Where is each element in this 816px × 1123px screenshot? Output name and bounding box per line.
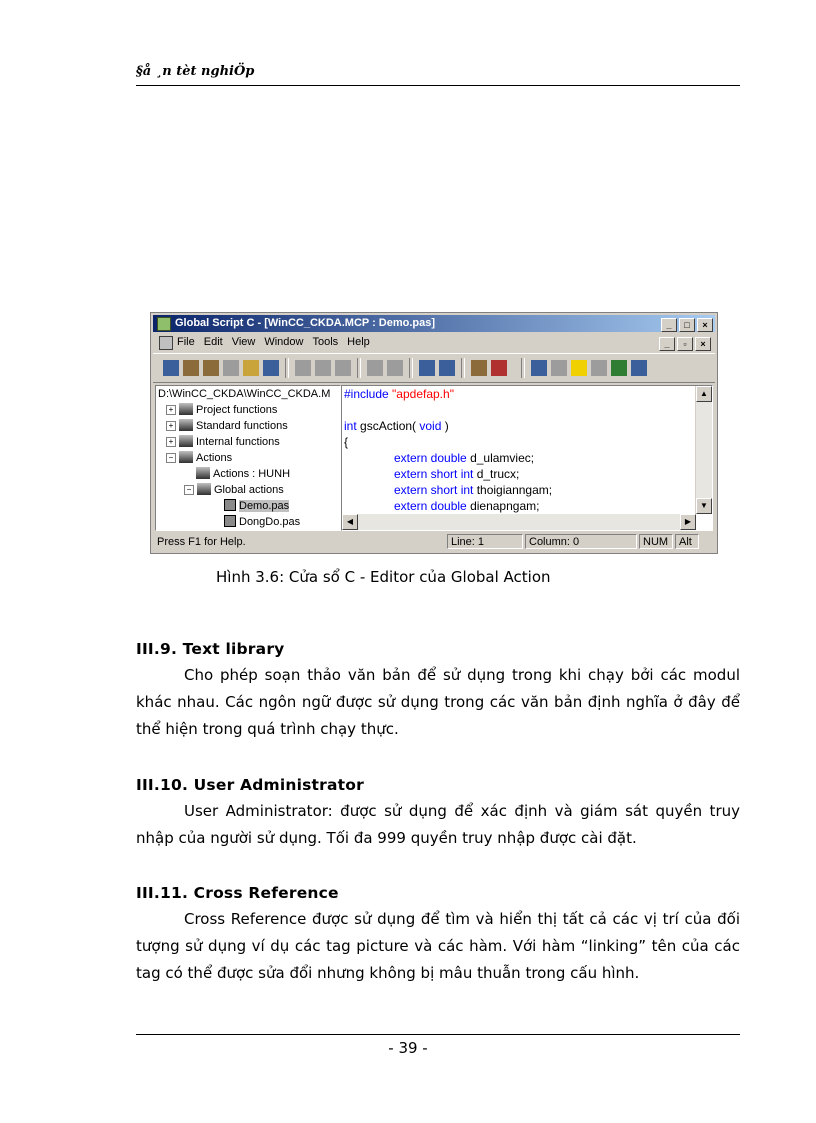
- trigger-icon[interactable]: [551, 360, 567, 376]
- import-icon[interactable]: [611, 360, 627, 376]
- folder-icon: [196, 467, 210, 479]
- caption-buttons: [659, 317, 713, 334]
- new-action-icon[interactable]: [203, 360, 219, 376]
- close-icon[interactable]: ×: [697, 318, 713, 332]
- app-icon: [157, 317, 171, 331]
- paste-icon[interactable]: [335, 360, 351, 376]
- font-icon[interactable]: [491, 360, 507, 376]
- toolbar-separator: [285, 358, 289, 378]
- toolbar-separator: [521, 358, 525, 378]
- menu-view[interactable]: View: [231, 336, 256, 348]
- vertical-scrollbar[interactable]: [695, 386, 712, 514]
- code-line: {: [344, 435, 349, 449]
- status-bar: [153, 533, 715, 551]
- redo-icon[interactable]: [387, 360, 403, 376]
- tree-item[interactable]: − Actions: [166, 450, 232, 466]
- info-icon[interactable]: [571, 360, 587, 376]
- document-icon: [159, 336, 173, 350]
- section-heading: III.10. User Administrator: [136, 776, 364, 794]
- menu-help[interactable]: Help: [347, 336, 370, 348]
- properties-icon[interactable]: [591, 360, 607, 376]
- code-line: extern short int d_trucx;: [394, 467, 520, 481]
- toolbar-separator: [461, 358, 465, 378]
- tree-item[interactable]: Actions : HUNH: [196, 466, 290, 482]
- expand-icon[interactable]: +: [166, 421, 176, 431]
- scroll-down-icon[interactable]: ▼: [696, 498, 712, 514]
- status-alt: Alt: [675, 534, 699, 549]
- code-editor[interactable]: [341, 385, 713, 531]
- status-help-text: Press F1 for Help.: [157, 536, 246, 548]
- scroll-left-icon[interactable]: ◀: [342, 514, 358, 530]
- tree-item[interactable]: DongDo.pas: [224, 514, 300, 530]
- tree-item[interactable]: − Global actions: [184, 482, 284, 498]
- export-icon[interactable]: [631, 360, 647, 376]
- code-line: #include "apdefap.h": [344, 387, 454, 401]
- function-tree: [155, 385, 341, 531]
- status-column: Column: 0: [525, 534, 637, 549]
- tree-item[interactable]: + Standard functions: [166, 418, 288, 434]
- menu-bar: [153, 333, 715, 351]
- window-titlebar: [153, 315, 715, 332]
- save-icon[interactable]: [263, 360, 279, 376]
- tag-icon[interactable]: [531, 360, 547, 376]
- section-body: Cho phép soạn thảo văn bản để sử dụng trong khi chạy bởi các modul khác nhau. Các ngôn ngữ được sử dụng trong các văn bản định nghĩa ở đây để thể hiện trong quá trình chạy thực.: [136, 666, 740, 738]
- tree-root[interactable]: [158, 386, 330, 402]
- section-heading: III.9. Text library: [136, 640, 285, 658]
- mdi-close-icon[interactable]: ×: [695, 337, 711, 351]
- tree-root-label: D:\WinCC_CKDA\WinCC_CKDA.M: [158, 388, 331, 400]
- cut-icon[interactable]: [295, 360, 311, 376]
- menu-edit[interactable]: Edit: [203, 336, 223, 348]
- expand-icon[interactable]: +: [166, 437, 176, 447]
- tree-item-selected[interactable]: Demo.pas: [224, 498, 289, 514]
- menu-tools[interactable]: Tools: [312, 336, 339, 348]
- folder-icon: [179, 419, 193, 431]
- collapse-icon[interactable]: −: [166, 453, 176, 463]
- compile-icon[interactable]: [471, 360, 487, 376]
- mdi-minimize-icon[interactable]: _: [659, 337, 675, 351]
- minimize-icon[interactable]: _: [661, 318, 677, 332]
- mdi-restore-icon[interactable]: ▫: [677, 337, 693, 351]
- section-body: User Administrator: được sử dụng để xác định và giám sát quyền truy nhập của người sử dụng. Tối đa 999 quyền truy nhập được cài đặt.: [136, 802, 740, 847]
- toolbar: [153, 353, 715, 383]
- folder-icon: [179, 451, 193, 463]
- new-file-icon[interactable]: [223, 360, 239, 376]
- new-project-icon[interactable]: [163, 360, 179, 376]
- new-function-icon[interactable]: [183, 360, 199, 376]
- copy-icon[interactable]: [315, 360, 331, 376]
- section-heading: III.11. Cross Reference: [136, 884, 339, 902]
- menu-file[interactable]: File: [177, 336, 195, 348]
- maximize-icon[interactable]: □: [679, 318, 695, 332]
- tree-item[interactable]: + Internal functions: [166, 434, 280, 450]
- toolbar-separator: [357, 358, 361, 378]
- code-line: extern short int thoigianngam;: [394, 483, 553, 497]
- context-help-icon[interactable]: [439, 360, 455, 376]
- tree-item[interactable]: + Project functions: [166, 402, 277, 418]
- code-line: extern double dienapngam;: [394, 499, 540, 513]
- figure-caption: Hình 3.6: Cửa sổ C - Editor của Global Action: [216, 568, 551, 586]
- scroll-up-icon[interactable]: ▲: [696, 386, 712, 402]
- folder-icon: [179, 403, 193, 415]
- status-line: Line: 1: [447, 534, 523, 549]
- undo-icon[interactable]: [367, 360, 383, 376]
- status-num: NUM: [639, 534, 673, 549]
- horizontal-scrollbar[interactable]: [342, 514, 696, 530]
- page-number: - 39 -: [388, 1039, 428, 1057]
- figure-window: [150, 312, 718, 554]
- collapse-icon[interactable]: −: [184, 485, 194, 495]
- menu-window[interactable]: Window: [264, 336, 304, 348]
- header-rule: [136, 85, 740, 86]
- page-header-title: §å ¸n tèt nghiÖp: [136, 64, 255, 79]
- script-file-icon: [224, 499, 236, 511]
- folder-icon: [179, 435, 193, 447]
- window-title: Global Script C - [WinCC_CKDA.MCP : Demo.pas]: [175, 317, 436, 329]
- print-icon[interactable]: [419, 360, 435, 376]
- footer-rule: [136, 1034, 740, 1035]
- open-icon[interactable]: [243, 360, 259, 376]
- mdi-buttons: [657, 335, 711, 353]
- expand-icon[interactable]: +: [166, 405, 176, 415]
- code-line: int gscAction( void ): [344, 419, 449, 433]
- code-line: extern double d_ulamviec;: [394, 451, 535, 465]
- folder-icon: [197, 483, 211, 495]
- toolbar-separator: [409, 358, 413, 378]
- section-body: Cross Reference được sử dụng để tìm và hiển thị tất cả các vị trí của đối tượng sử dụng ví dụ các tag picture và các hàm. Với hàm “linking” tên của các tag có thể được sửa đổi nhưng không bị mâu thuẫn trong cấu hình.: [136, 910, 740, 982]
- scroll-right-icon[interactable]: ▶: [680, 514, 696, 530]
- script-file-icon: [224, 515, 236, 527]
